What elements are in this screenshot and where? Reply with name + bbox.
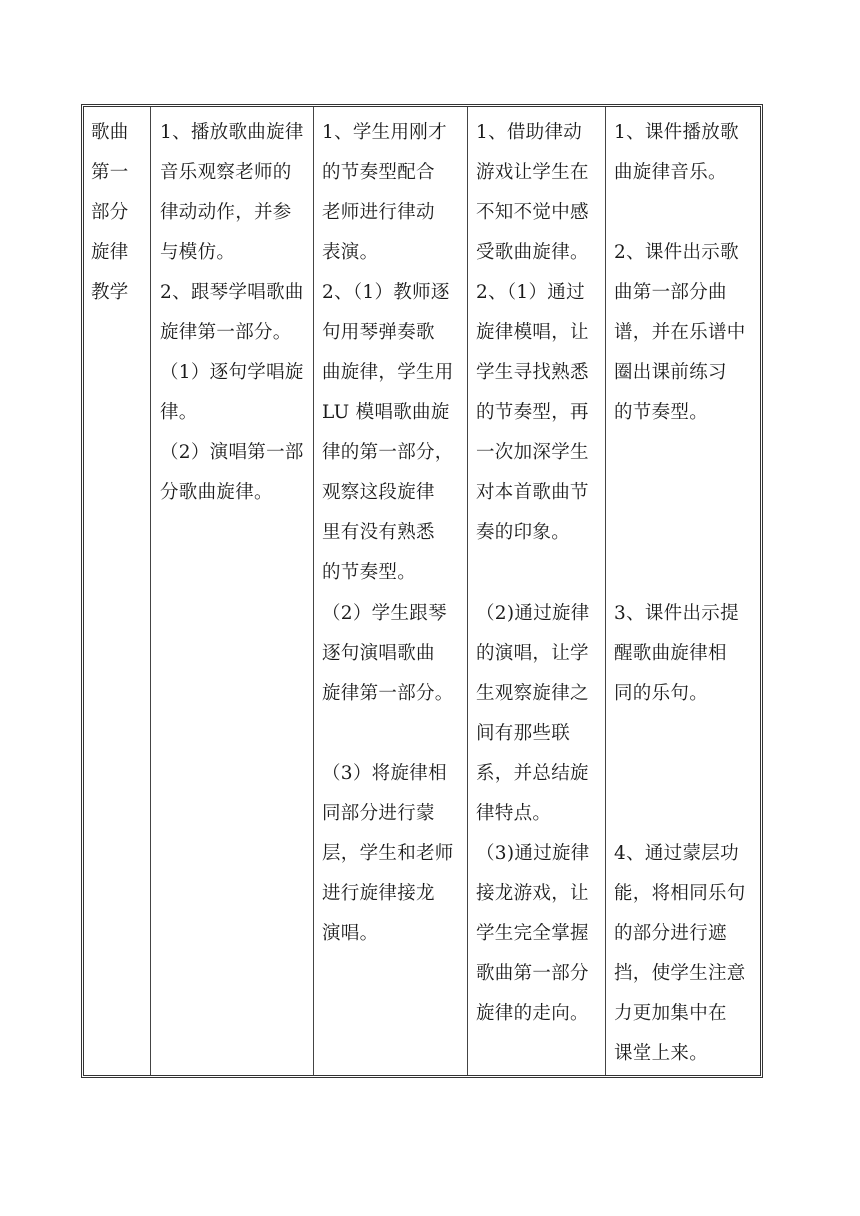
media-use-line: 课堂上来。 [614,1043,709,1064]
teacher-activity-line: 与模仿。 [160,242,236,263]
teacher-activity-line: 律动动作，并参 [160,202,292,223]
student-activity-line: 曲旋律，学生用 [322,362,454,383]
design-intent-line: 的演唱，让学 [476,643,589,664]
design-intent-line: 一次加深学生 [476,442,589,463]
media-use-line: 谱，并在乐谱中 [614,322,746,343]
teacher-activity-line: （2）演唱第一部 [160,442,304,463]
design-intent-line: 旋律模唱，让 [476,322,589,343]
student-activity-line: LU 模唱歌曲旋 [322,402,450,423]
row-label-column [84,107,150,1075]
design-intent-line: 的节奏型，再 [476,402,589,423]
design-intent-line: 2、（1）通过 [476,282,585,303]
design-intent-line: 接龙游戏，让 [476,883,589,904]
student-activity-line: 1、学生用刚才 [322,122,447,143]
design-intent-line: 奏的印象。 [476,522,571,543]
student-activity-line: 旋律第一部分。 [322,683,454,704]
teacher-activity-line: 2、跟琴学唱歌曲 [160,282,304,303]
media-use-line: 醒歌曲旋律相 [614,643,727,664]
media-use-line: 的节奏型。 [614,402,709,423]
design-intent-column [468,107,605,1075]
teacher-activity-line: 律。 [160,402,198,423]
design-intent-line: 对本首歌曲节 [476,482,589,503]
teacher-activity-line: 音乐观察老师的 [160,162,292,183]
design-intent-line: 学生寻找熟悉 [476,362,589,383]
media-use-line: 曲旋律音乐。 [614,162,727,183]
media-use-line: 曲第一部分曲 [614,282,727,303]
media-use-line: 挡，使学生注意 [614,963,746,984]
student-activity-line: 观察这段旋律 [322,482,435,503]
design-intent-line: 1、借助律动 [476,122,583,143]
student-activity-line: 句用琴弹奏歌 [322,322,435,343]
media-use-line: 力更加集中在 [614,1003,727,1024]
design-intent-line: 旋律的走向。 [476,1003,589,1024]
teacher-activity-line: 旋律第一部分。 [160,322,292,343]
design-intent-line: 间有那些联 [476,723,571,744]
student-activity-line: 律的第一部分， [322,442,454,463]
design-intent-line: （3)通过旋律 [476,843,590,864]
media-use-line: 2、课件出示歌 [614,242,739,263]
student-activity-line: 同部分进行蒙 [322,803,435,824]
teacher-activity-line: （1）逐句学唱旋 [160,362,304,383]
design-intent-line: 不知不觉中感 [476,202,589,223]
design-intent-line: 律特点。 [476,803,552,824]
student-activity-line: （2）学生跟琴 [322,603,447,624]
student-activity-line: 表演。 [322,242,379,263]
design-intent-line: 游戏让学生在 [476,162,589,183]
student-activity-line: 逐句演唱歌曲 [322,643,435,664]
teacher-activity-line: 1、播放歌曲旋律 [160,122,304,143]
student-activity-column [314,107,467,1075]
teacher-activity-line: 分歌曲旋律。 [160,482,273,503]
row-label-line: 部分 [91,202,129,223]
row-label-line: 旋律 [91,242,129,263]
student-activity-line: 进行旋律接龙 [322,883,435,904]
media-use-line: 3、课件出示提 [614,603,739,624]
lesson-table [81,104,763,1078]
media-use-line: 能，将相同乐句 [614,883,746,904]
media-use-line: 圈出课前练习 [614,362,727,383]
design-intent-line: 生观察旋律之 [476,683,589,704]
design-intent-line: 系，并总结旋 [476,763,589,784]
teacher-activity-column [151,107,313,1075]
media-use-column [606,107,760,1075]
student-activity-line: 的节奏型。 [322,562,417,583]
student-activity-line: 2、（1）教师逐 [322,282,450,303]
media-use-line: 同的乐句。 [614,683,709,704]
student-activity-line: 的节奏型配合 [322,162,435,183]
media-use-line: 1、课件播放歌 [614,122,739,143]
media-use-line: 的部分进行遮 [614,923,727,944]
student-activity-line: 演唱。 [322,923,379,944]
design-intent-line: 受歌曲旋律。 [476,242,589,263]
row-label-line: 歌曲 [91,122,129,143]
student-activity-line: 层，学生和老师 [322,843,454,864]
media-use-line: 4、通过蒙层功 [614,843,739,864]
student-activity-line: 里有没有熟悉 [322,522,435,543]
student-activity-line: 老师进行律动 [322,202,435,223]
row-label-line: 第一 [91,162,129,183]
student-activity-line: （3）将旋律相 [322,763,447,784]
design-intent-line: （2)通过旋律 [476,603,590,624]
design-intent-line: 学生完全掌握 [476,923,589,944]
design-intent-line: 歌曲第一部分 [476,963,589,984]
row-label-line: 教学 [91,282,129,303]
